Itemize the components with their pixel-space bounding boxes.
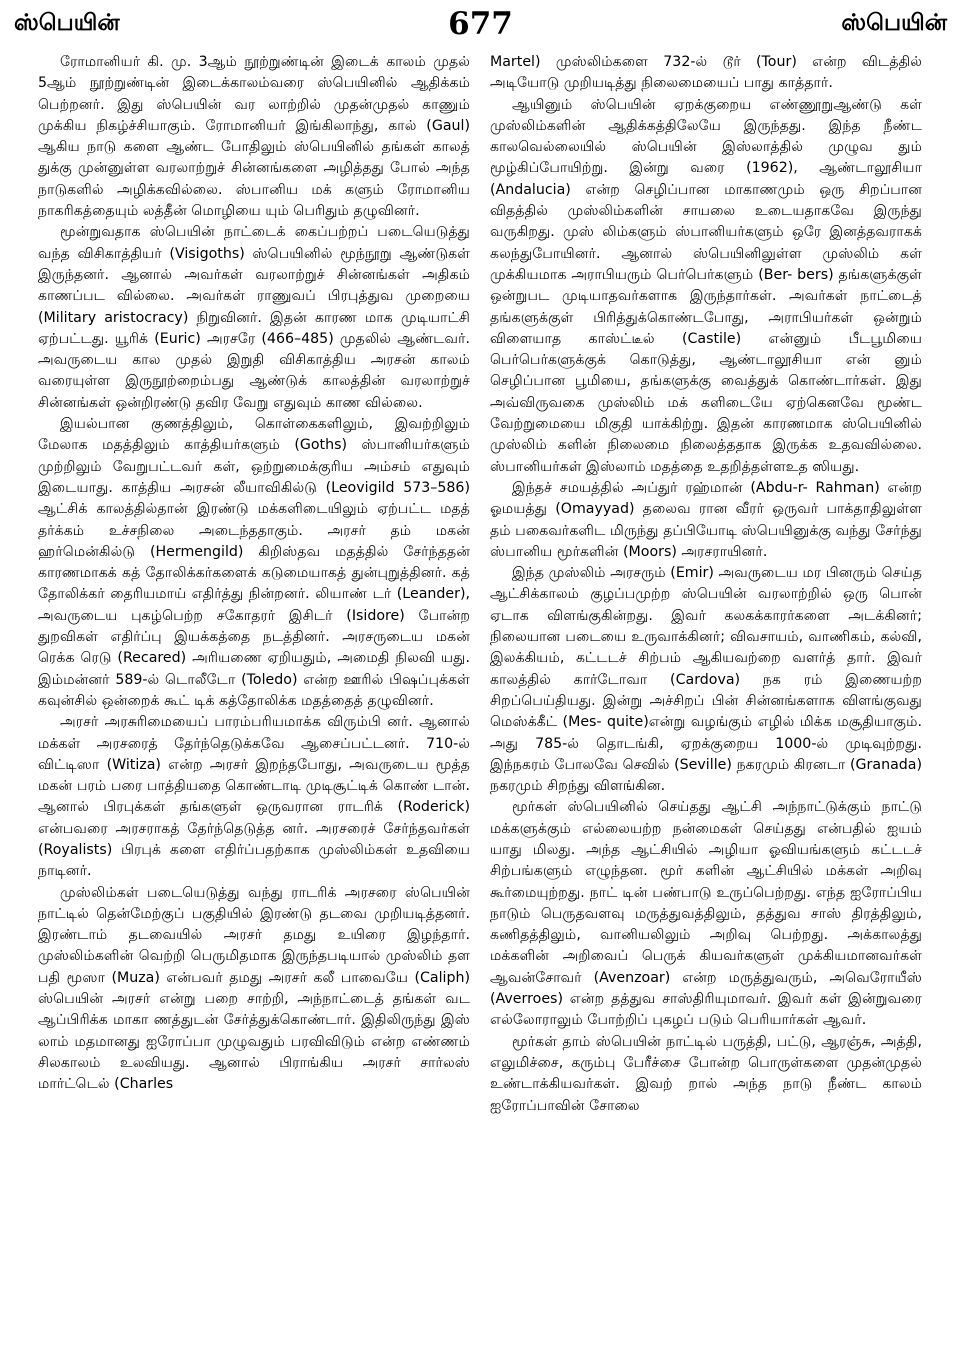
right-column <box>490 52 922 1352</box>
paragraph: ஆயினும் ஸ்பெயின் ஏறக்குறைய எண்ணூறுஆண்டு கள் முஸ்லிம்களின் ஆதிக்கத்திலேயே இருந்தது. இந்த நீண்ட காலவெல்லையில் ஸ்பெயின் இஸ்லாத்தில் முழுவ தும் மூழ்கிப்போயிற்று. இன்று வரை (1962), ஆண்டாலூசியா (Andalucia) என்ற செழிப்பான மாகாணமும் ஒரு சிறப்பான விதத்தில் முஸ்லிம்களின் சாயலை உடையதாகவே இருந்து வருகிறது. முஸ் லிம்களும் ஸ்பானியர்களும் ஒரே இனத்தவராகக் கலந்துபோயினர். ஆனால் ஸ்பெயினிலுள்ள முஸ்லிம் கள் முக்கியமாக அராபியரும் பெர்பெர்களும் (Ber- bers) தங்களுக்குள் ஒன்றுபட முடியாதவர்களாக இருந்தார்கள். அவர்கள் நாட்டைத் தங்களுக்குள் பிரித்துக்கொண்டபோது, அராபியர்கள் ஒன்றும் விளையாத காஸ்ட்டீல் (Castile) என்னும் பீடபூமியை பெர்பெர்களுக்குக் கொடுத்து, ஆண்டாலூசியா என் னும் செழிப்பான பூமியை, தங்களுக்கு வைத்துக் கொண்டார்கள். இது அவ்விருவகை முஸ்லிம் மக் களிடையே ஏற்கெனவே மூண்ட வேற்றுமையை மிகுதி யாக்கிற்று. இதன் காரணமாக ஸ்பெயினில் முஸ்லிம் களின் நிலைமை நிலைத்ததாக இருக்க உதவவில்லை. ஸ்பானியர்கள் இஸ்லாம் மதத்தை உதறித்தள்ளஉத ஸியது. <box>490 96 922 475</box>
paragraph: இந்த முஸ்லிம் அரசரும் (Emir) அவருடைய மர பினரும் செய்த ஆட்சிக்காலம் குழப்பமுற்ற ஸ்பெயின் வரலாற்றில் ஒரு பொன் ஏடாக விளங்குகின்றது. இவர் கலகக்காரர்களை அடக்கினர்; நிலையான படையை உருவாக்கினர்; விவசாயம், வாணிகம், கல்வி, இலக்கியம், கட்டடச் சிற்பம் ஆகியவற்றை வளர்த் தார். இவர் காலத்தில் கார்டோவா (Cardova) நக ரம் இணையற்ற சிறப்பெய்தியது. இன்று அச்சிறப் பின் சின்னங்களாக விளங்குவது மெஸ்க்கீட் (Mes- quite)என்று வழங்கும் எழில் மிக்க மசூதியாகும். அது 785-ல் தொடங்கி, ஏறக்குறைய 1000-ல் முடிவுற்றது. இந்நகரம் போலவே செவில் (Seville) நகரமும் கிரனடா (Granada) நகரமும் சிறந்து விளங்கின. <box>490 565 922 795</box>
paragraph: மூன்றுவதாக ஸ்பெயின் நாட்டைக் கைப்பற்றப் படையெடுத்து வந்த விசிகாத்தியர் (Visigoths) ஸ்பெயினில் மூந்நூறு ஆண்டுகள் இருந்தனர். ஆனால் அவர்கள் வரலாற்றுச் சின்னங்கள் அதிகம் காணப்பட வில்லை. அவர்கள் ராணுவப் பிரபுத்துவ முறையை (Military aristocracy) நிறுவினர். இதன் காரண மாக முடியாட்சி ஏற்பட்டது. யூரிக் (Euric) அரசரே (466–485) முதலில் ஆண்டவர். அவருடைய கால முதல் இறுதி விசிகாத்திய அரசன் காலம் வரையுள்ள இருநூற்றைம்பது ஆண்டுக் காலத்தின் வரலாற்றுச் சின்னங்கள் ஒன்றிரண்டு தவிர வேறு எதுவும் காண வில்லை. <box>38 224 470 411</box>
paragraph: அரசர் அரசுரிமையைப் பாரம்பரியமாக்க விரும்பி னர். ஆனால் மக்கள் அரசரைத் தேர்ந்தெடுக்கவே ஆசைப்பட்டனர். 710-ல் விட்டிஸா (Witiza) என்ற அரசர் இறந்தபோது, அவருடைய மூத்த மகன் பரம் பரை பாத்தியதை கொண்டாடி முடிசூட்டிக் கொண் டான். ஆனால் பிரபுக்கள் தங்களுள் ஒருவரான ராடரிக் (Roderick) என்பவரை அரசராகத் தேர்ந்தெடுத்த னர். அரசரைச் சேர்ந்தவர்கள் (Royalists) பிரபுக் களை எதிர்ப்பதற்காக முஸ்லிம்கள் உதவியை நாடினர். <box>38 714 470 880</box>
running-head-left: ஸ்பெயின் <box>14 10 120 36</box>
page-number: 677 <box>448 6 513 42</box>
page-header <box>14 6 947 46</box>
left-column <box>38 52 470 1352</box>
paragraph: முஸ்லிம்கள் படையெடுத்து வந்து ராடரிக் அரசரை ஸ்பெயின் நாட்டில் தென்மேற்குப் பகுதியில் இரண்டு தடவை முறியடித்தனர். இரண்டாம் தடவையில் அரசர் தமது உயிரை இழந்தார். முஸ்லிம்களின் வெற்றி பெருமிதமாக இருந்தபடியால் முஸ்லிம் தள பதி மூஸா (Muza) என்பவர் தமது அரசர் கலீ பாவையே (Caliph) ஸ்பெயின் அரசர் என்று பறை சாற்றி, அந்நாட்டைத் தங்கள் வட ஆப்பிரிக்க மாகா ணத்துடன் சேர்த்துக்கொண்டார். இதிலிருந்து இஸ் லாம் மதமானது ஐரோப்பா முழுவதும் பரவிவிடும் என்ற எண்ணம் சிலகாலம் உலவியது. ஆனால் பிராங்கிய அரசர் சார்லஸ் மார்ட்டெல் (Charles <box>38 884 470 1093</box>
paragraph: மூர்கள் தாம் ஸ்பெயின் நாட்டில் பருத்தி, பட்டு, ஆரஞ்சு, அத்தி, எலுமிச்சை, கரும்பு பேரீச்சை போன்ற பொருள்களை முதன்முதல் உண்டாக்கியவர்கள். இவற் றால் அந்த நாடு நீண்ட காலம் ஐரோப்பாவின் சோலை <box>490 1033 922 1114</box>
paragraph: மூர்கள் ஸ்பெயினில் செய்தது ஆட்சி அந்நாட்டுக்கும் நாட்டு மக்களுக்கும் எல்லையற்ற நன்மைகள் செய்தது என்பதில் ஐயம் யாது மிலது. அந்த ஆட்சியில் அழியா ஓவியங்களும் கட்டடச் சிற்பங்களும் எழுந்தன. மூர் களின் ஆட்சியில் மக்கள் அறிவு கூர்மையுற்றது. நாட் டின் பண்பாடு உருப்பெற்றது. எந்த ஐரோப்பிய நாடும் பெருதவளவு மருத்துவத்திலும், தத்துவ சாஸ் திரத்திலும், கணிதத்திலும், வானியலிலும் அறிவு பெற்றது. அக்காலத்து மக்களின் அறிவைப் பெருக் கியவர்களுள் முக்கியமானவர்கள் ஆவன்சோவர் (Avenzoar) என்ற மருத்துவரும், அவெரோயீஸ் (Averroes) என்ற தத்துவ சாஸ்திரியுமாவர். இவர் கள் இன்றுவரை எல்லோராலும் போற்றிப் புகழப் படும் பெரியார்கள் ஆவர். <box>490 799 922 1029</box>
paragraph: இந்தச் சமயத்தில் அப்துர் ரஹ்மான் (Abdu-r- Rahman) என்ற ஓமயத்து (Omayyad) தலைவ ரான வீரர் ஒருவர் பாக்தாதிலுள்ள தம் பகைவர்களிட மிருந்து தப்பியோடி ஸ்பெயினுக்கு வந்து சேர்ந்து ஸ்பானிய மூர்களின் (Moors) அரசராயினர். <box>490 479 922 560</box>
paragraph: Martel) முஸ்லிம்களை 732-ல் டூர் (Tour) என்ற விடத்தில் அடியோடு முறியடித்து நிலைமையைப் பாது காத்தார். <box>490 54 922 92</box>
paragraph: இயல்பான குணத்திலும், கொள்கைகளிலும், இவற்றிலும் மேலாக மதத்திலும் காத்தியர்களும் (Goths) ஸ்பானியர்களும் முற்றிலும் வேறுபட்டவர் கள், ஒற்றுமைக்குரிய அம்சம் எதுவும் இடையாது. காத்திய அரசன் லீயாவிகில்டு (Leovigild 573–586) ஆட்சிக் காலத்தில்தான் இரண்டு மக்களிடையிலும் ஏற்பட்ட மதத் தர்க்கம் உச்சநிலை அடைந்ததாகும். அரசர் தம் மகன் ஹர்மென்கில்டு (Hermengild) கிறிஸ்தவ மதத்தில் சேர்ந்ததன் காரணமாகக் கத் தோலிக்கர்களைக் கடுமையாகத் துன்புறுத்தினர். கத் தோலிக்கர் தைரியமாய் எதிர்த்து நின்றனர். லியாண் டர் (Leander), அவருடைய புகழ்பெற்ற சகோதரர் இசிடர் (Isidore) போன்ற துறவிகள் எதிர்ப்பு இயக்கத்தை நடத்தினர். அரசருடைய மகன் ரெக்க ரெடு (Recared) அரியணை ஏறியதும், அமைதி நிலவி யது. இம்மன்னர் 589-ல் டொலீடோ (Toledo) என்ற ஊரில் பிஷப்புக்கள் கவுன்சில் ஒன்றைக் கூட் டிக் கத்தோலிக்க மதத்தைத் தழுவினர். <box>38 416 470 709</box>
running-head-right: ஸ்பெயின் <box>841 10 947 36</box>
paragraph: ரோமானியர் கி. மு. 3ஆம் நூற்றுண்டின் இடைக் காலம் முதல் 5ஆம் நூற்றுண்டின் இடைக்காலம்வரை ஸ்பெயினில் ஆதிக்கம் பெற்றனர். இது ஸ்பெயின் வர லாற்றில் முதன்முதல் காணும் முக்கிய நிகழ்ச்சியாகும். ரோமானியர் இங்கிலாந்து, கால் (Gaul) ஆகிய நாடு களை ஆண்ட போதிலும் ஸ்பெயினில் தங்கள் காலத் துக்கு முன்னுள்ள வரலாற்றுச் சின்னங்களை அழித்தது போல் அந்த நாடுகளில் அழிக்கவில்லை. ஸ்பானிய மக் களும் ரோமானிய நாகரிகத்தையும் லத்தீன் மொழியை யும் பெரிதும் தழுவினர். <box>38 54 470 220</box>
